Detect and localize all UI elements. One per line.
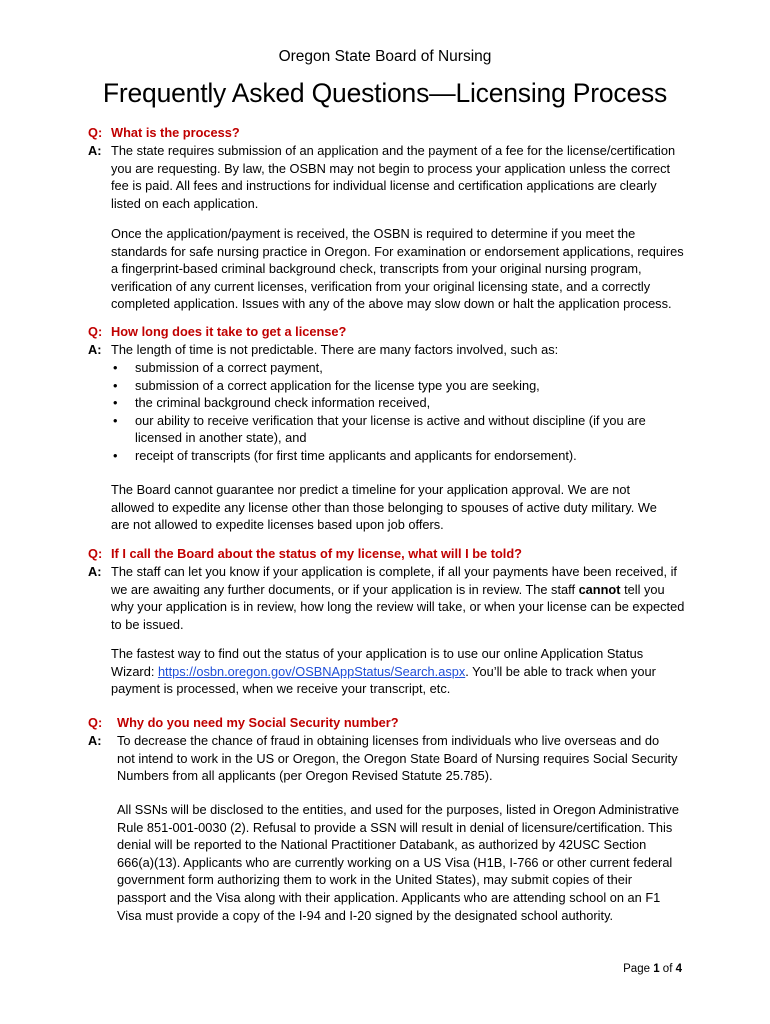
faq-question-3 — [88, 545, 522, 563]
list-item: • the criminal background check information received, — [113, 395, 431, 411]
question-label: Q: — [88, 324, 103, 339]
question-text: Why do you need my Social Security number? — [117, 715, 399, 730]
list-item: • submission of a correct application for the license type you are seeking, — [113, 377, 540, 393]
question-label: Q: — [88, 715, 103, 730]
emphasis-cannot: cannot — [578, 581, 621, 597]
faq-question-4 — [88, 714, 399, 732]
faq-answer-3 — [88, 563, 688, 633]
list-item: • receipt of transcripts (for first time applicants and applicants for endorsement). — [113, 447, 577, 463]
answer-text: The length of time is not predictable. There are many factors involved, such as: — [111, 342, 559, 357]
faq-followup-1: Once the application/payment is received, the OSBN is required to determine if you meet the standards for safe nursing practice in Oregon. For examination or endorsement applications, requires a fingerprint-based criminal background check, transcripts from your original nursing program, verification of any current licenses, verification from your original licensing state, and a correctly completed application. Issues with any of the above may slow down or halt the application process. — [111, 226, 684, 312]
page-number: Page 1 of 4 — [623, 963, 682, 975]
faq-answer-4 — [88, 732, 680, 785]
question-label: Q: — [88, 125, 103, 140]
answer-text: To decrease the chance of fraud in obtaining licenses from individuals who live overseas and do not intend to work in the US or Oregon, the Oregon State Board of Nursing requires Social Security Numbers from all applicants (per Oregon Revised Statute 25.785). — [117, 733, 678, 784]
answer-text: The state requires submission of an application and the payment of a fee for the license/certification you are requesting. By law, the OSBN may not begin to process your application unless the correct fee is paid. All fees and instructions for individual license and certification applications are clearly listed on each application. — [111, 143, 676, 211]
list-item: • submission of a correct payment, — [113, 360, 323, 375]
question-text: If I call the Board about the status of my license, what will I be told? — [111, 546, 522, 561]
list-item: • our ability to receive verification that your license is active and without discipline (if you are licensed in another state), and — [113, 412, 646, 446]
application-status-link[interactable]: https://osbn.oregon.gov/OSBNAppStatus/Search.aspx — [157, 663, 466, 679]
faq-answer-2 — [88, 341, 688, 359]
answer-label: A: — [88, 143, 102, 158]
question-label: Q: — [88, 546, 103, 561]
answer-label: A: — [88, 342, 102, 357]
question-text: What is the process? — [111, 125, 240, 140]
page-title: Frequently Asked Questions—Licensing Process — [102, 78, 668, 108]
organization-name: Oregon State Board of Nursing — [278, 48, 492, 65]
faq-question-2 — [88, 323, 346, 341]
faq-question-1 — [88, 124, 240, 142]
question-text: How long does it take to get a license? — [111, 324, 347, 339]
faq-answer-1 — [88, 142, 688, 212]
faq-followup-4: All SSNs will be disclosed to the entities, and used for the purposes, listed in Oregon Administrative Rule 851-001-0030 (2). Refusal to provide a SSN will result in denial of licensure/certification. This denial will be reported to the National Practitioner Databank, as authorized by 42USC Section 666(a)(13). Applicants who are currently working on a US Visa (H1B, I-766 or other current federal government form authorizing them to work in the United States), may submit copies of their passport and the Visa along with their application. Applicants who are attending school on an F1 Visa must provide a copy of the I-94 and I-20 signed by the designated school authority. — [117, 802, 679, 923]
answer-label: A: — [88, 564, 102, 579]
faq-followup-2: The Board cannot guarantee nor predict a timeline for your application approval. We are not allowed to expedite any license other than those belonging to spouses of active duty military. We are not allowed to expedite licenses based upon job offers. — [111, 482, 657, 533]
answer-label: A: — [88, 733, 102, 748]
factors-list — [111, 359, 671, 465]
faq-followup-3: The fastest way to find out the status of your application is to use our online Application Status Wizard: https://osbn.oregon.gov/OSBNAppStatus/Search.aspx. You’ll be able to track when your payment is processed, when we receive your transcript, etc. — [111, 646, 656, 697]
answer-text: The staff can let you know if your application is complete, if all your payments have been received, if we are awaiting any further documents, or if your application is in review. The staff cannot tell you why your application is in review, how long the review will take, or when your license can be expected to be issued. — [111, 564, 685, 632]
